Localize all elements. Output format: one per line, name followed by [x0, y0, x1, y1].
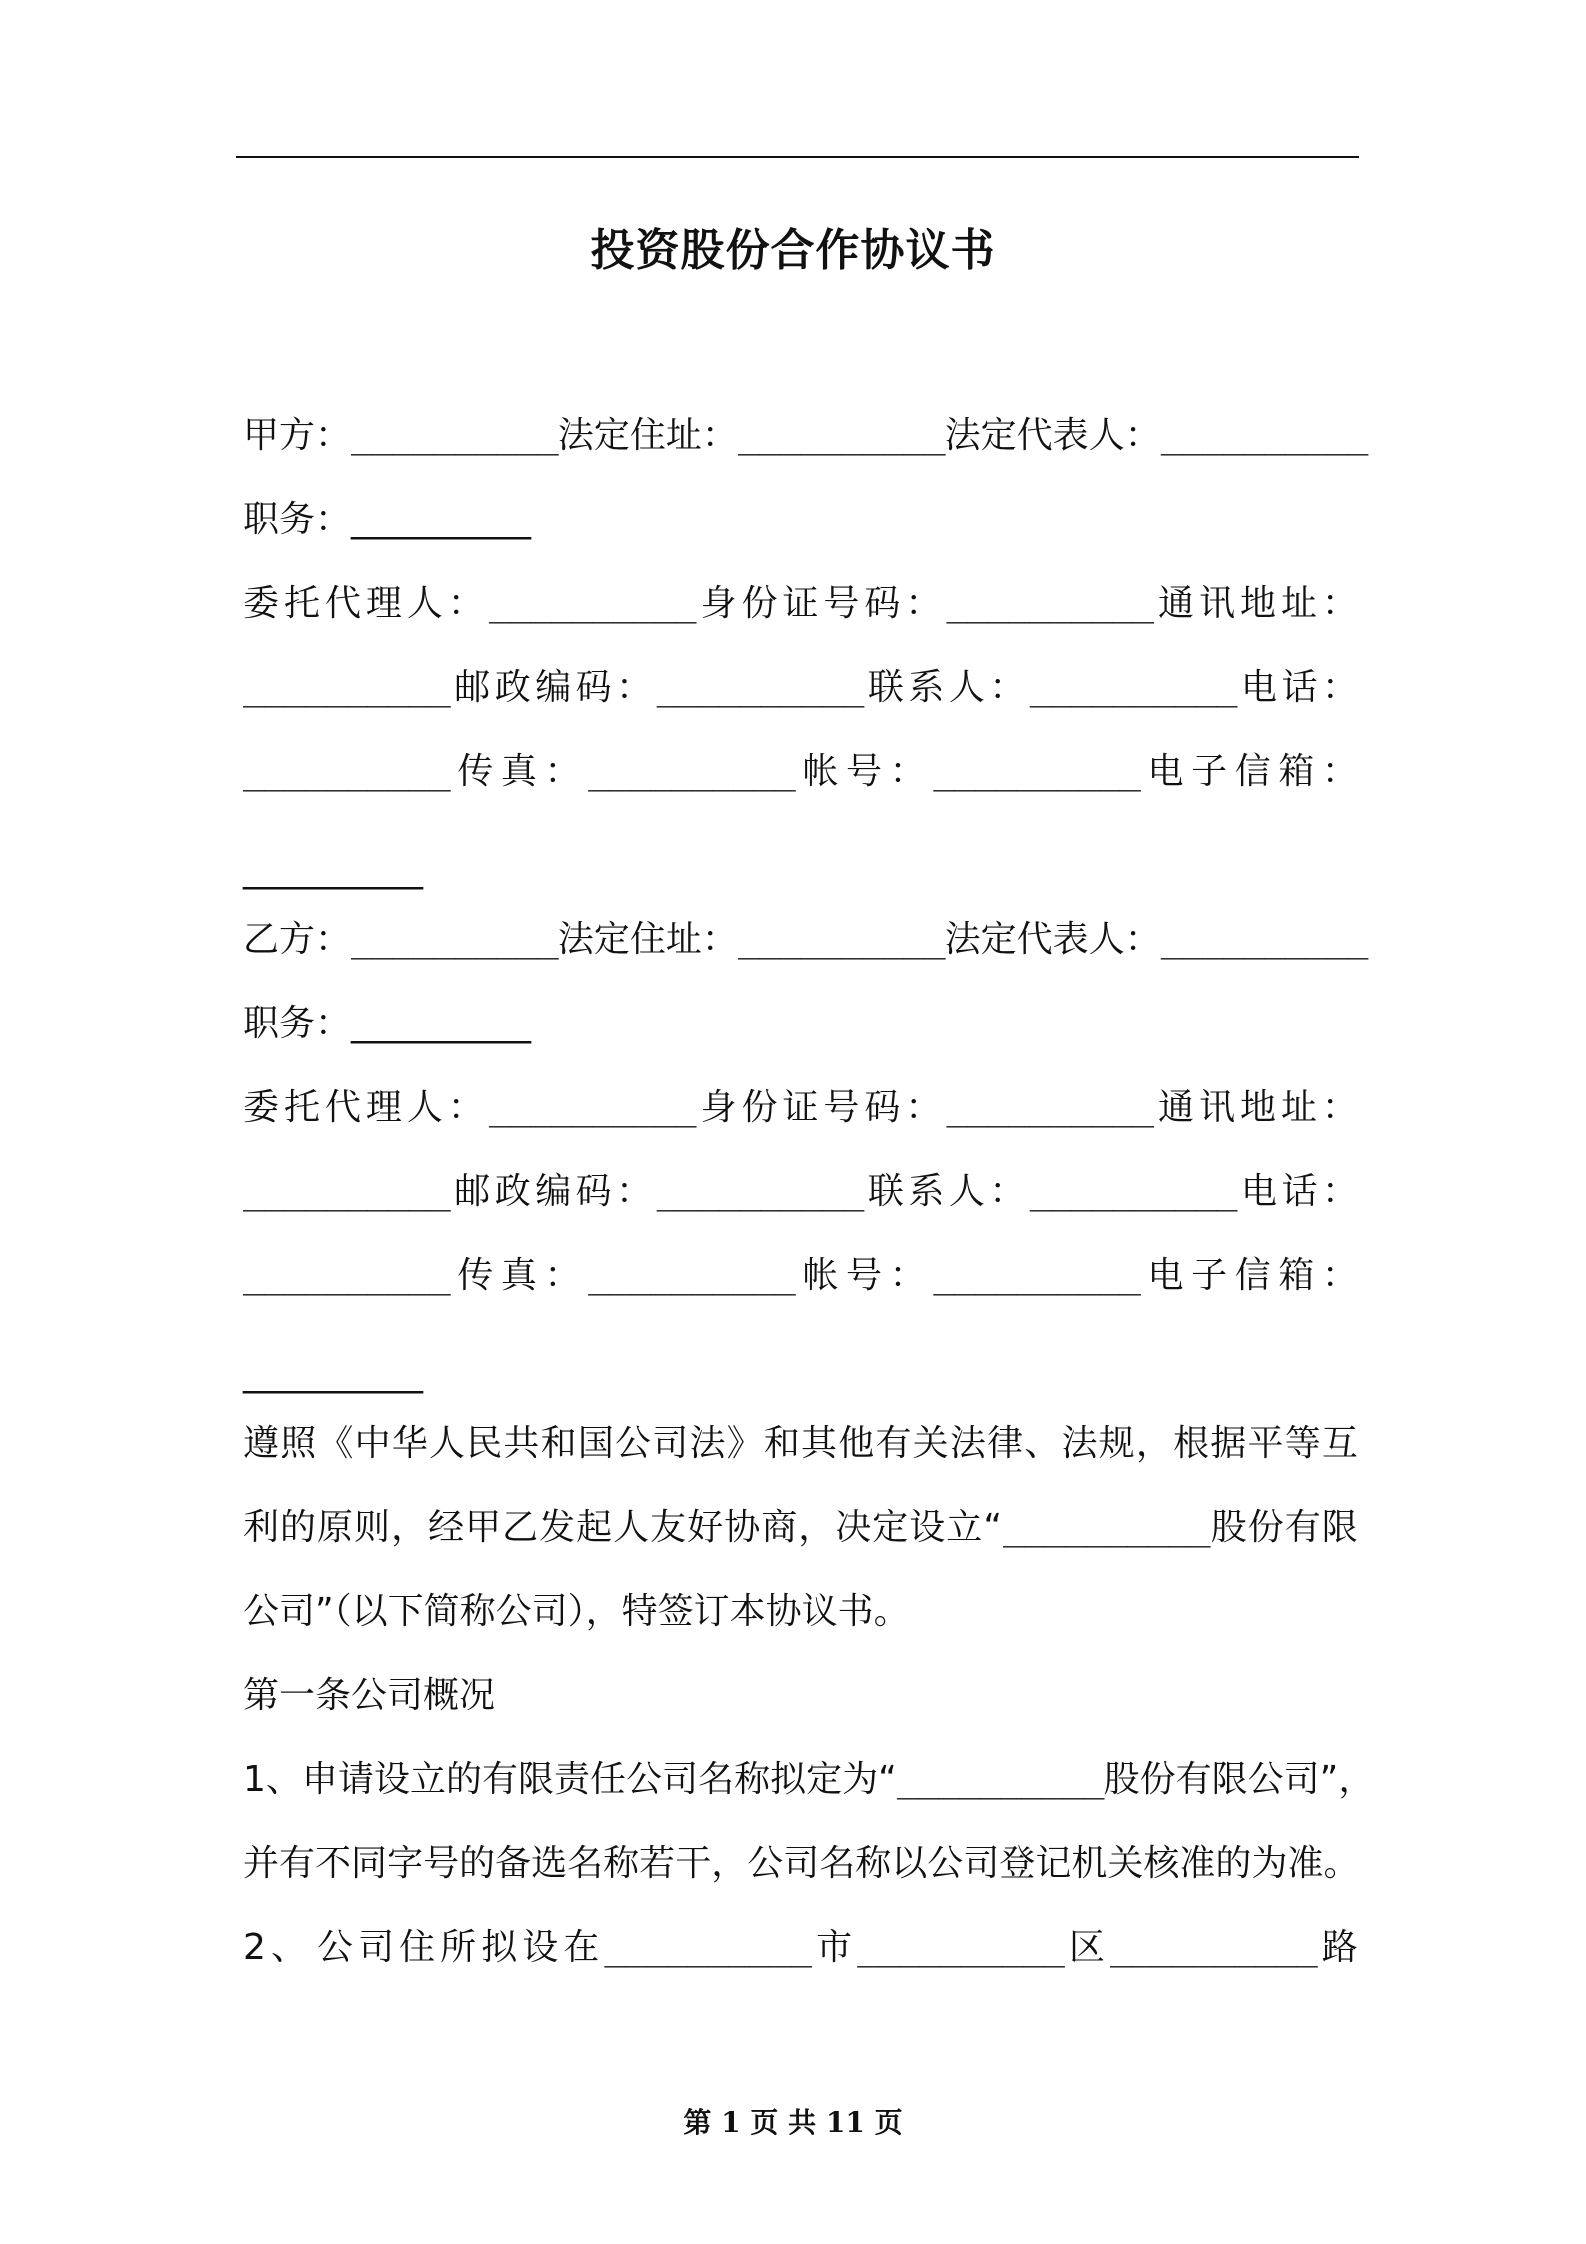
party-a-fax-line: __________ 传 真 ： __________ 帐 号 ： __________ 电 子 信 箱 ： — [243, 751, 1358, 792]
party-b-email-blank: __________ — [243, 1353, 423, 1394]
article-1-item-2-line-1: 2 、 公 司 住 所 拟 设 在 __________ 市 __________ 区 __________ 路 — [243, 1927, 1358, 1968]
article-1-item-1-line-2: 并 有 不 同 字 号 的 备 选 名 称 若 干 ， 公 司 名 称 以 公 司 登 记 机 关 核 准 的 为 准 。 — [243, 1843, 1360, 1884]
party-a-contact-line: __________ 邮 政 编 码 ： __________ 联 系 人 ： __________ 电 话 ： — [243, 667, 1358, 708]
preamble-line-3: 公司”（以下简称公司），特签订本协议书。 — [243, 1591, 910, 1632]
party-b-contact-line: __________ 邮 政 编 码 ： __________ 联 系 人 ： __________ 电 话 ： — [243, 1171, 1358, 1212]
party-a-name-line: 甲 方 ： __________ 法 定 住 址 ： __________ 法 定 代 表 人 ： __________ — [243, 415, 1368, 456]
party-b-name-line: 乙 方 ： __________ 法 定 住 址 ： __________ 法 定 代 表 人 ： __________ — [243, 919, 1368, 960]
party-b-position-line: 职务：__________ — [243, 1003, 532, 1044]
article-1-heading: 第一条公司概况 — [243, 1675, 496, 1716]
party-a-email-blank: __________ — [243, 849, 423, 890]
header-rule — [236, 156, 1359, 158]
document-title: 投资股份合作协议书 — [590, 225, 996, 276]
preamble-line-1: 遵 照 《 中 华 人 民 共 和 国 公 司 法 》 和 其 他 有 关 法 律 、 法 规 ， 根 据 平 等 互 — [243, 1423, 1358, 1464]
page-number-footer: 第 1 页 共 11 页 — [683, 2106, 903, 2139]
party-b-agent-line: 委 托 代 理 人 ： __________ 身 份 证 号 码 ： __________ 通 讯 地 址 ： — [243, 1087, 1358, 1128]
party-a-position-line: 职务：__________ — [243, 499, 532, 540]
party-a-agent-line: 委 托 代 理 人 ： __________ 身 份 证 号 码 ： __________ 通 讯 地 址 ： — [243, 583, 1358, 624]
preamble-line-2: 利 的 原 则 ， 经 甲 乙 发 起 人 友 好 协 商 ， 决 定 设 立 “ __________ 股 份 有 限 — [243, 1507, 1358, 1548]
article-1-item-1-line-1: 1 、 申 请 设 立 的 有 限 责 任 公 司 名 称 拟 定 为 “ __________ 股 份 有 限 公 司 ” ， — [243, 1759, 1375, 1800]
party-b-fax-line: __________ 传 真 ： __________ 帐 号 ： __________ 电 子 信 箱 ： — [243, 1255, 1358, 1296]
